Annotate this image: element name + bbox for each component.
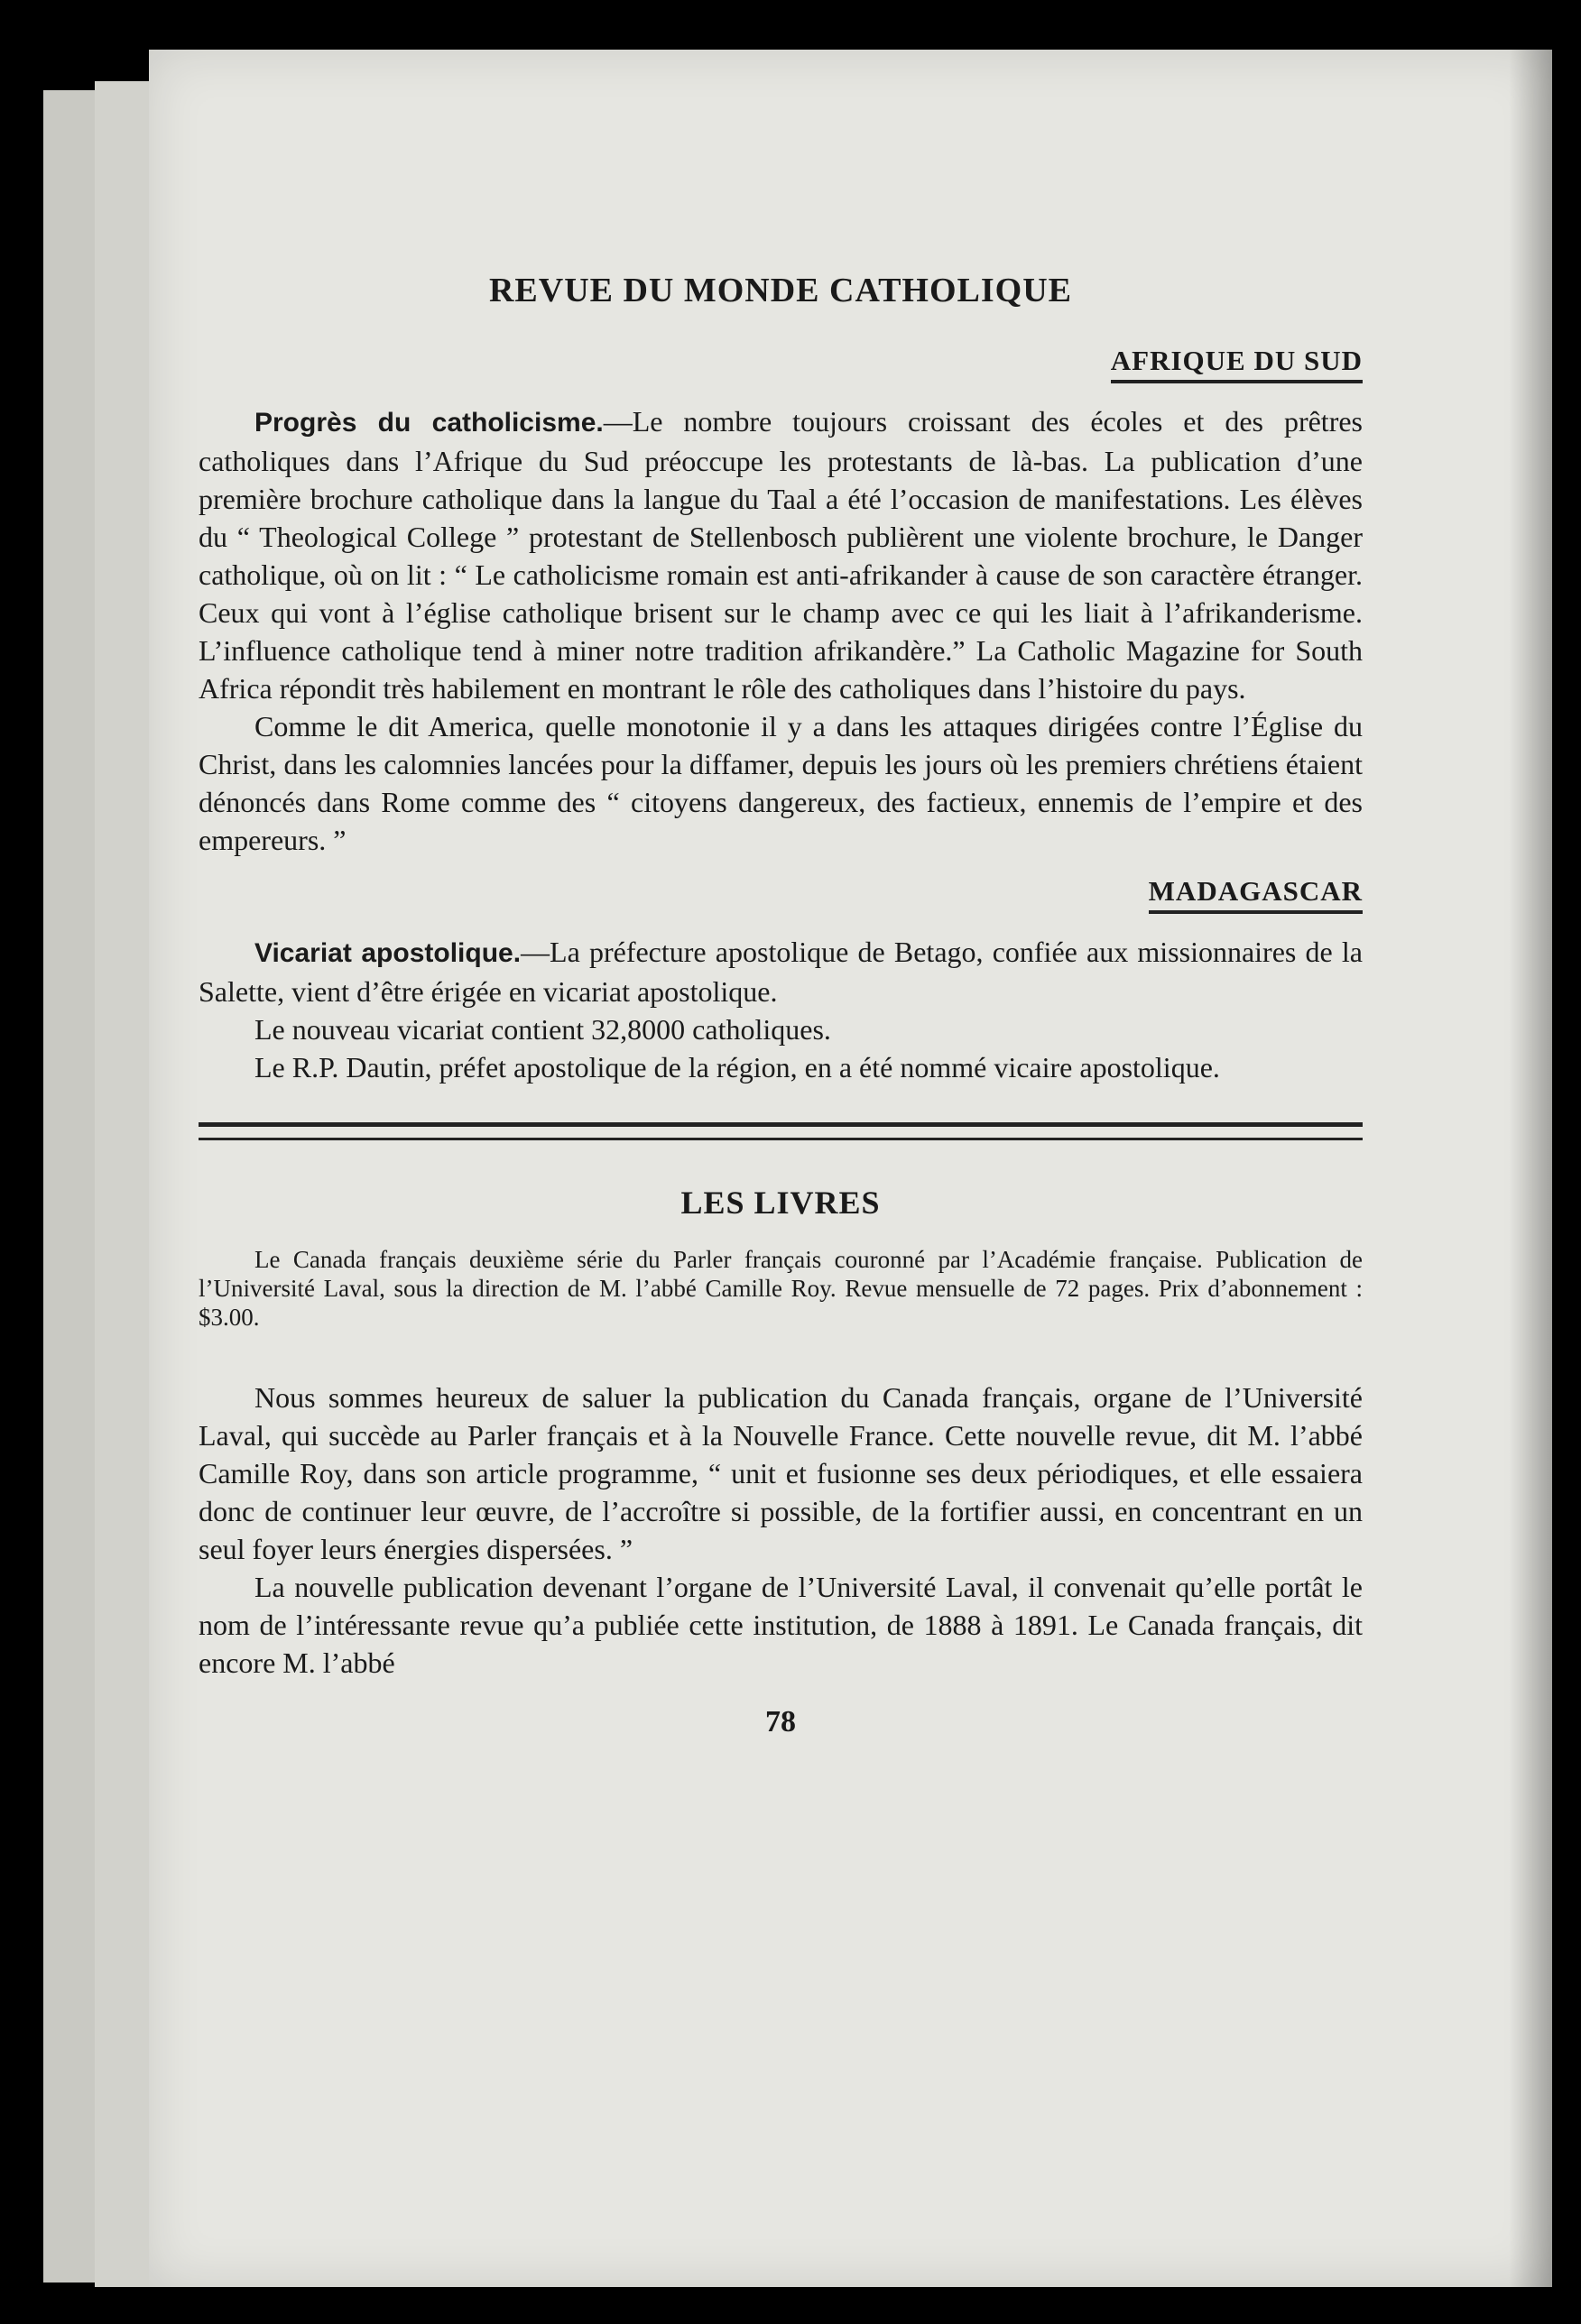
- section-heading-les-livres: LES LIVRES: [680, 1185, 881, 1221]
- run-in-heading: Vicariat apostolique.: [254, 938, 522, 968]
- page-content: [199, 271, 1363, 1739]
- section-heading-afrique-du-sud: [199, 345, 1363, 377]
- section-heading-madagascar: [199, 875, 1363, 908]
- running-head: REVUE DU MONDE CATHOLIQUE: [488, 272, 1073, 309]
- section-heading-label: AFRIQUE DU SUD: [1111, 345, 1363, 383]
- page-edge-shadow: [1509, 50, 1552, 2287]
- paragraph: Le R.P. Dautin, préfet apostolique de la région, en a été nommé vicaire apostolique.: [254, 1051, 1220, 1084]
- paragraph: [199, 402, 1363, 707]
- paragraph-text: —Le nombre toujours croissant des écoles et des prêtres catholiques dans l’Afrique du Sud préoccupe les protestants de là-bas. La publication d’une première brochure catholique dans la langue du Taal a été l’occasion de manifestations. Les élèves du “ Theological College ” protestant de Stellenbosch publièrent une violente brochure, le Danger catholique, où on lit : “ Le catholicisme romain est anti-afrikander à cause de son caractère étranger. Ceux qui vont à l’église catholique brisent sur le champ avec ce qui les liait à l’afrikanderisme. L’influence catholique tend à miner notre tradition afrikandère.” La Catholic Magazine for South Africa répondit très habilement en montrant le rôle des catholiques dans l’histoire du pays.: [199, 405, 1364, 705]
- paragraph-text: —La préfecture apostolique de Betago, confiée aux missionnaires de la Salette, vient d’être érigée en vicariat apostolique.: [199, 936, 1364, 1008]
- paragraph: Le nouveau vicariat contient 32,8000 catholiques.: [254, 1013, 831, 1046]
- paragraph: Nous sommes heureux de saluer la publication du Canada français, organe de l’Université Laval, qui succède au Parler français et à la Nouvelle France. Cette nouvelle revue, dit M. l’abbé Camille Roy, dans son article programme, “ unit et fusionne ses deux périodiques, et elle essaiera donc de continuer leur œuvre, de l’accroître si possible, de la fortifier aussi, en concentrant en un seul foyer leurs énergies dispersées. ”: [199, 1381, 1363, 1565]
- paragraph: La nouvelle publication devenant l’organe de l’Université Laval, il convenait qu’elle portât le nom de l’intéressante revue qu’a publiée cette institution, de 1888 à 1891. Le Canada français, dit encore M. l’abbé: [199, 1571, 1363, 1679]
- spacer: [199, 1332, 1363, 1355]
- book-notice: Le Canada français deuxième série du Parler français couronné par l’Académie française. Publication de l’Université Laval, sous la direction de M. l’abbé Camille Roy. Revue mensuelle de 72 pages. Prix d’abonnement : $3.00.: [199, 1246, 1363, 1331]
- spacer: [199, 1355, 1363, 1379]
- run-in-heading: Progrès du catholicisme.: [254, 408, 604, 438]
- paragraph: Comme le dit America, quelle monotonie il y a dans les attaques dirigées contre l’Église du Christ, dans les calomnies lancées pour la diffamer, depuis les jours où les premiers chrétiens étaient dénoncés dans Rome comme des “ citoyens dangereux, des factieux, ennemis de l’empire et des empereurs. ”: [199, 710, 1363, 856]
- section-heading-label: MADAGASCAR: [1149, 875, 1363, 914]
- page-number: 78: [765, 1705, 796, 1738]
- paragraph: [199, 933, 1363, 1010]
- double-rule-divider: [199, 1122, 1363, 1140]
